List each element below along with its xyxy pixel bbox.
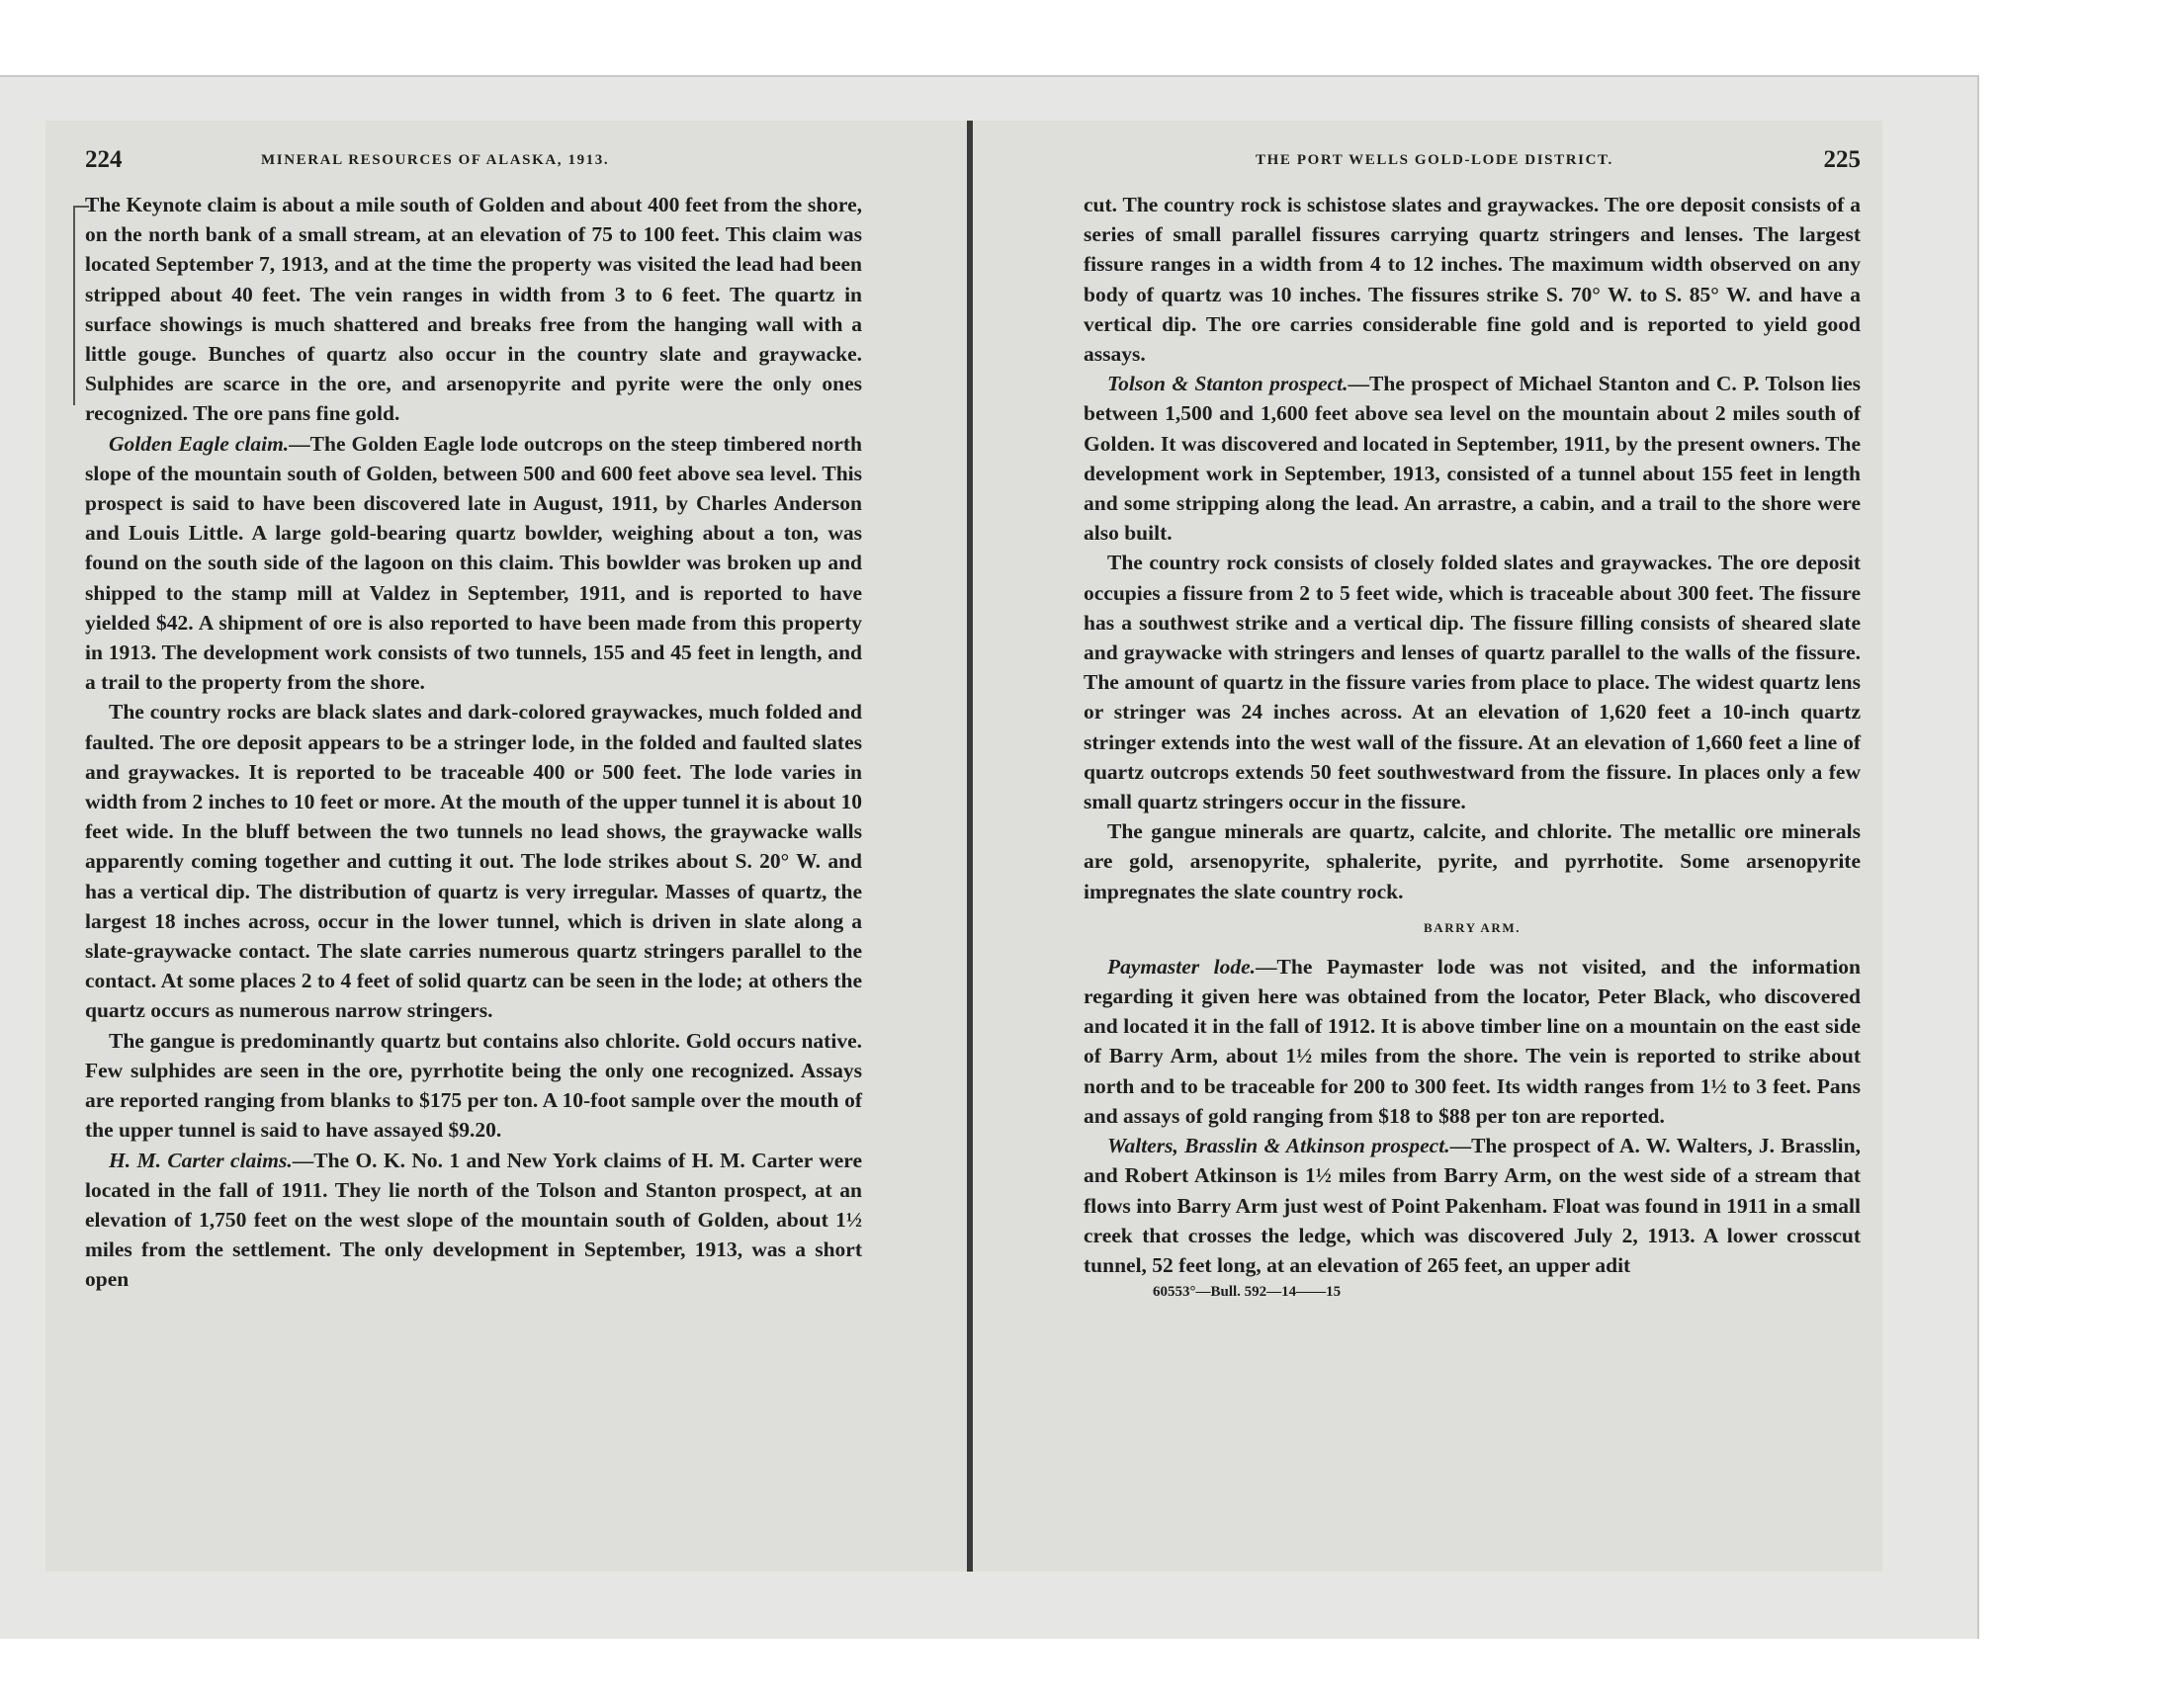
left-paragraph-golden-eagle: Golden Eagle claim.—The Golden Eagle lode outcrops on the steep timbered north slope of the mountain south of Golden, between 500 and 600 feet above sea level. This prospect is said to have been discovered late in August, 1911, by Charles Anderson and Louis Little. A large gold-bearing quartz bowlder, weighing about a ton, was found on the south side of the lagoon on this claim. This bowlder was broken up and shipped to the stamp mill at Valdez in September, 1911, and is reported to have yielded $42. A shipment of ore is also reported to have been made from this property in 1913. The development work consists of two tunnels, 155 and 45 feet in length, and a trail to the property from the shore. bbox=[85, 431, 862, 695]
right-running-head bbox=[1084, 146, 1861, 180]
signature-mark: 60553°—Bull. 592—14——15 bbox=[1153, 1284, 1342, 1301]
section-heading-barry-arm: BARRY ARM. bbox=[1423, 919, 1522, 935]
left-running-title: MINERAL RESOURCES OF ALASKA, 1913. bbox=[261, 152, 610, 168]
left-page-number: 224 bbox=[85, 146, 123, 173]
walters-heading: Walters, Brasslin & Atkinson prospect. bbox=[1107, 1134, 1450, 1158]
left-paragraph-country-rocks: The country rocks are black slates and dark-colored graywackes, much folded and faulted. The ore deposit appears to be a stringer lode, in the folded and faulted slates and graywackes. It is reported to be traceable 400 or 500 feet. The lode varies in width from 2 inches to 10 feet or more. At the mouth of the upper tunnel it is about 10 feet wide. In the bluff between the two tunnels no lead shows, the graywacke walls apparently coming together and cutting it out. The lode strikes about S. 20° W. and has a vertical dip. The distribution of quartz is very irregular. Masses of quartz, the largest 18 inches across, occur in the lower tunnel, which is driven in slate along a slate-graywacke contact. The slate carries numerous quartz stringers parallel to the contact. At some places 2 to 4 feet of solid quartz can be seen in the lode; at others the quartz occurs as numerous narrow stringers. bbox=[85, 700, 862, 1023]
left-paragraph-gangue: The gangue is predominantly quartz but contains also chlorite. Gold occurs native. Few sulphides are seen in the ore, pyrrhotite being the only one recognized. Assays are reported ranging from blanks to $175 per ton. A 10-foot sample over the mouth of the upper tunnel is said to have assayed $9.20. bbox=[85, 1028, 862, 1143]
right-paragraph-country-rock: The country rock consists of closely folded slates and graywackes. The ore deposit occupies a fissure from 2 to 5 feet wide, which is traceable about 300 feet. The fissure has a southwest strike and a vertical dip. The fissure filling consists of sheared slate and graywacke with stringers and lenses of quartz parallel to the walls of the fissure. The amount of quartz in the fissure varies from place to place. The widest quartz lens or stringer was 24 inches across. At an elevation of 1,620 feet a 10-inch quartz stringer extends into the west wall of the fissure. At an elevation of 1,660 feet a line of quartz outcrops extends 50 feet southwestward from the fissure. In places only a few small quartz stringers occur in the fissure. bbox=[1084, 551, 1861, 814]
left-paragraph-carter: H. M. Carter claims.—The O. K. No. 1 and New York claims of H. M. Carter were located in the fall of 1911. They lie north of the Tolson and Stanton prospect, at an elevation of 1,750 feet on the west slope of the mountain south of Golden, about 1½ miles from the settlement. The only development in September, 1913, was a short open bbox=[85, 1148, 862, 1292]
left-paragraph-keynote: The Keynote claim is about a mile south of Golden and about 400 feet from the shore, on the north bank of a small stream, at an elevation of 75 to 100 feet. This claim was located September 7, 1913, and at the time the property was visited the lead had been stripped about 40 feet. The vein ranges in width from 3 to 6 feet. The quartz in surface showings is much shattered and breaks free from the hanging wall with a little gouge. Bunches of quartz also occur in the country slate and graywacke. Sulphides are scarce in the ore, and arsenopyrite and pyrite were the only ones recognized. The ore pans fine gold. bbox=[85, 193, 862, 426]
right-paragraph-tolson: Tolson & Stanton prospect.—The prospect of Michael Stanton and C. P. Tolson lies between 1,500 and 1,600 feet above sea level on the mountain about 2 miles south of Golden. It was discovered and located in September, 1911, by the present owners. The development work in September, 1913, consisted of a tunnel about 155 feet in length and some stripping along the lead. An arrastre, a cabin, and a trail to the shore were also built. bbox=[1084, 372, 1861, 546]
left-body bbox=[85, 190, 862, 1295]
paymaster-heading: Paymaster lode. bbox=[1107, 954, 1257, 979]
right-body bbox=[1084, 190, 1861, 1301]
book-gutter bbox=[967, 121, 973, 1572]
carter-heading: H. M. Carter claims. bbox=[109, 1148, 293, 1172]
tolson-heading: Tolson & Stanton prospect. bbox=[1107, 372, 1348, 396]
left-page bbox=[85, 146, 862, 1295]
right-paragraph-paymaster: Paymaster lode.—The Paymaster lode was not visited, and the information regarding it given here was obtained from the locator, Peter Black, who discovered and located it in the fall of 1912. It is above timber line on a mountain on the east side of Barry Arm, about 1½ miles from the shore. The vein is reported to strike about north and to be traceable for 200 to 300 feet. Its width ranges from 1½ to 3 feet. Pans and assays of gold ranging from $18 to $88 per ton are reported. bbox=[1084, 954, 1861, 1128]
right-page-number: 225 bbox=[1823, 146, 1861, 173]
golden-eagle-heading: Golden Eagle claim. bbox=[109, 431, 290, 456]
right-paragraph-gangue: The gangue minerals are quartz, calcite, and chlorite. The metallic ore minerals are gold, arsenopyrite, sphalerite, pyrite, and pyrrhotite. Some arsenopyrite impregnates the slate country rock. bbox=[1084, 819, 1861, 903]
right-page bbox=[1084, 146, 1861, 1301]
right-running-title: THE PORT WELLS GOLD-LODE DISTRICT. bbox=[1256, 152, 1613, 168]
left-running-head bbox=[85, 146, 862, 180]
right-paragraph-continued: cut. The country rock is schistose slates and graywackes. The ore deposit consists of a series of small parallel fissures carrying quartz stringers and lenses. The largest fissure ranges in a width from 4 to 12 inches. The maximum width observed on any body of quartz was 10 inches. The fissures strike S. 70° W. to S. 85° W. and have a vertical dip. The ore carries considerable fine gold and is reported to yield good assays. bbox=[1084, 193, 1861, 367]
right-paragraph-walters: Walters, Brasslin & Atkinson prospect.—The prospect of A. W. Walters, J. Brasslin, and Robert Atkinson is 1½ miles from Barry Arm, on the west side of a stream that flows into Barry Arm just west of Point Pakenham. Float was found in 1911 in a small creek that crosses the ledge, which was discovered July 2, 1913. A lower crosscut tunnel, 52 feet long, at an elevation of 265 feet, an upper adit bbox=[1084, 1134, 1861, 1277]
